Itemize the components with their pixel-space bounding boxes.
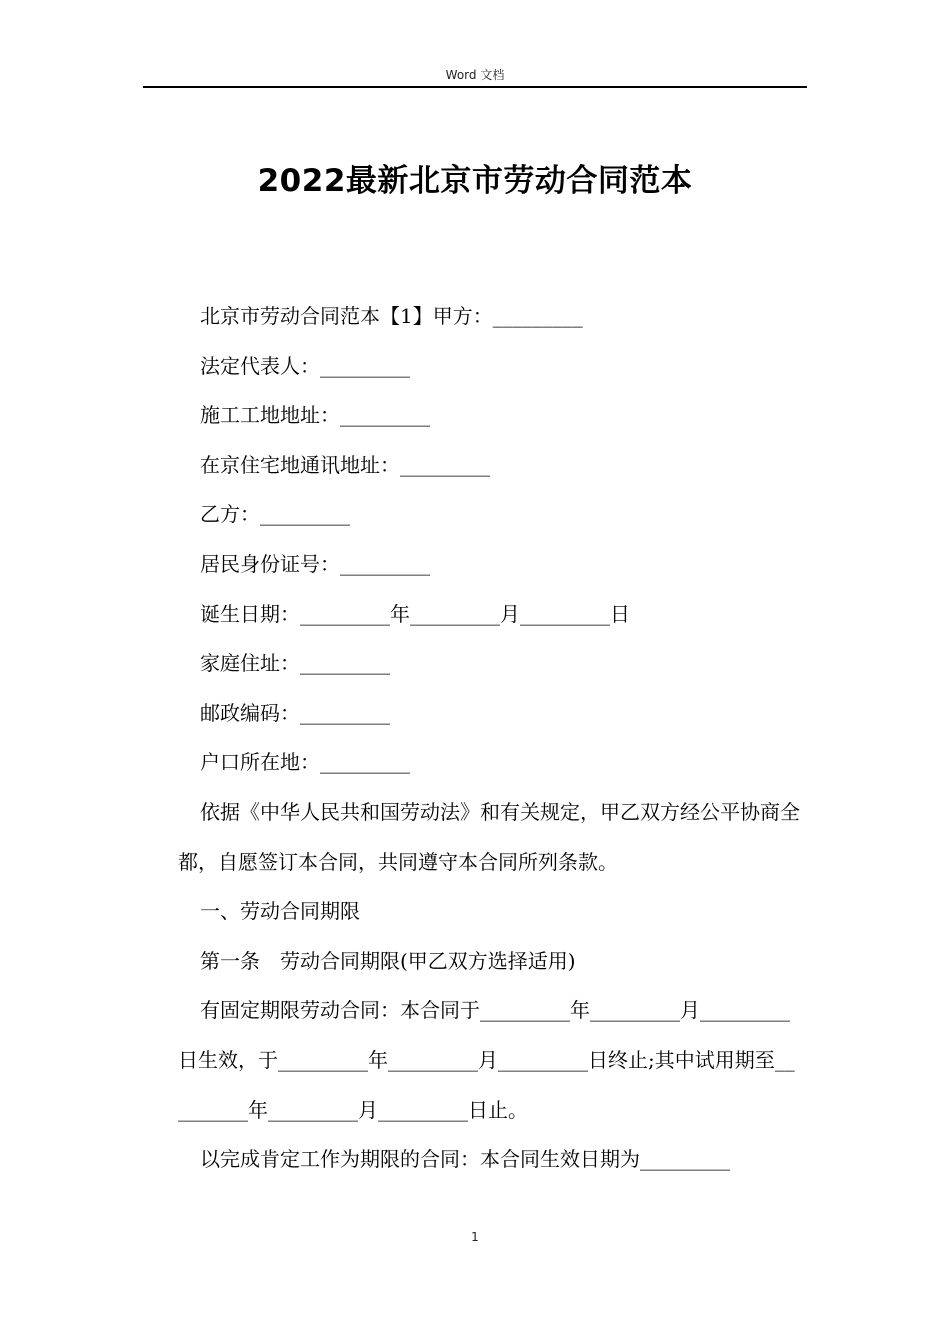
header-divider bbox=[143, 86, 807, 88]
paragraph-birth-date: 诞生日期：_________年_________月_________日 bbox=[200, 601, 630, 626]
paragraph-legal-representative: 法定代表人：_________ bbox=[200, 353, 410, 378]
paragraph-task-based-term: 以完成肯定工作为期限的合同：本合同生效日期为_________ bbox=[200, 1147, 730, 1172]
page-number: 1 bbox=[471, 1230, 479, 1244]
paragraph-party-a: 北京市劳动合同范本【1】甲方：_________ bbox=[200, 304, 583, 328]
paragraph-id-number: 居民身份证号：_________ bbox=[200, 551, 430, 576]
paragraph-household-registration: 户口所在地：_________ bbox=[200, 750, 410, 775]
paragraph-party-b: 乙方：_________ bbox=[200, 502, 350, 527]
page-header-label: Word 文档 bbox=[445, 68, 505, 82]
section-heading-contract-term: 一、劳动合同期限 bbox=[200, 899, 360, 924]
paragraph-preamble: 依据《中华人民共和国劳动法》和有关规定，甲乙双方经公平协商全都，自愿签订本合同，共同遵守本合同所列条款。 bbox=[178, 799, 800, 874]
paragraph-fixed-term: 有固定期限劳动合同：本合同于_________年_________月_________日生效，于_________年_________月_________日终止;其中试用期至_________年_________月_________日止。 bbox=[178, 998, 795, 1122]
document-title: 2022最新北京市劳动合同范本 bbox=[257, 163, 693, 199]
paragraph-beijing-address: 在京住宅地通讯地址：_________ bbox=[200, 452, 490, 477]
document-body bbox=[178, 292, 804, 1185]
article-one-heading: 第一条 劳动合同期限(甲乙双方选择适用) bbox=[200, 948, 576, 973]
paragraph-postal-code: 邮政编码：_________ bbox=[200, 700, 390, 725]
paragraph-home-address: 家庭住址：_________ bbox=[200, 651, 390, 676]
paragraph-site-address: 施工工地地址：_________ bbox=[200, 403, 430, 428]
